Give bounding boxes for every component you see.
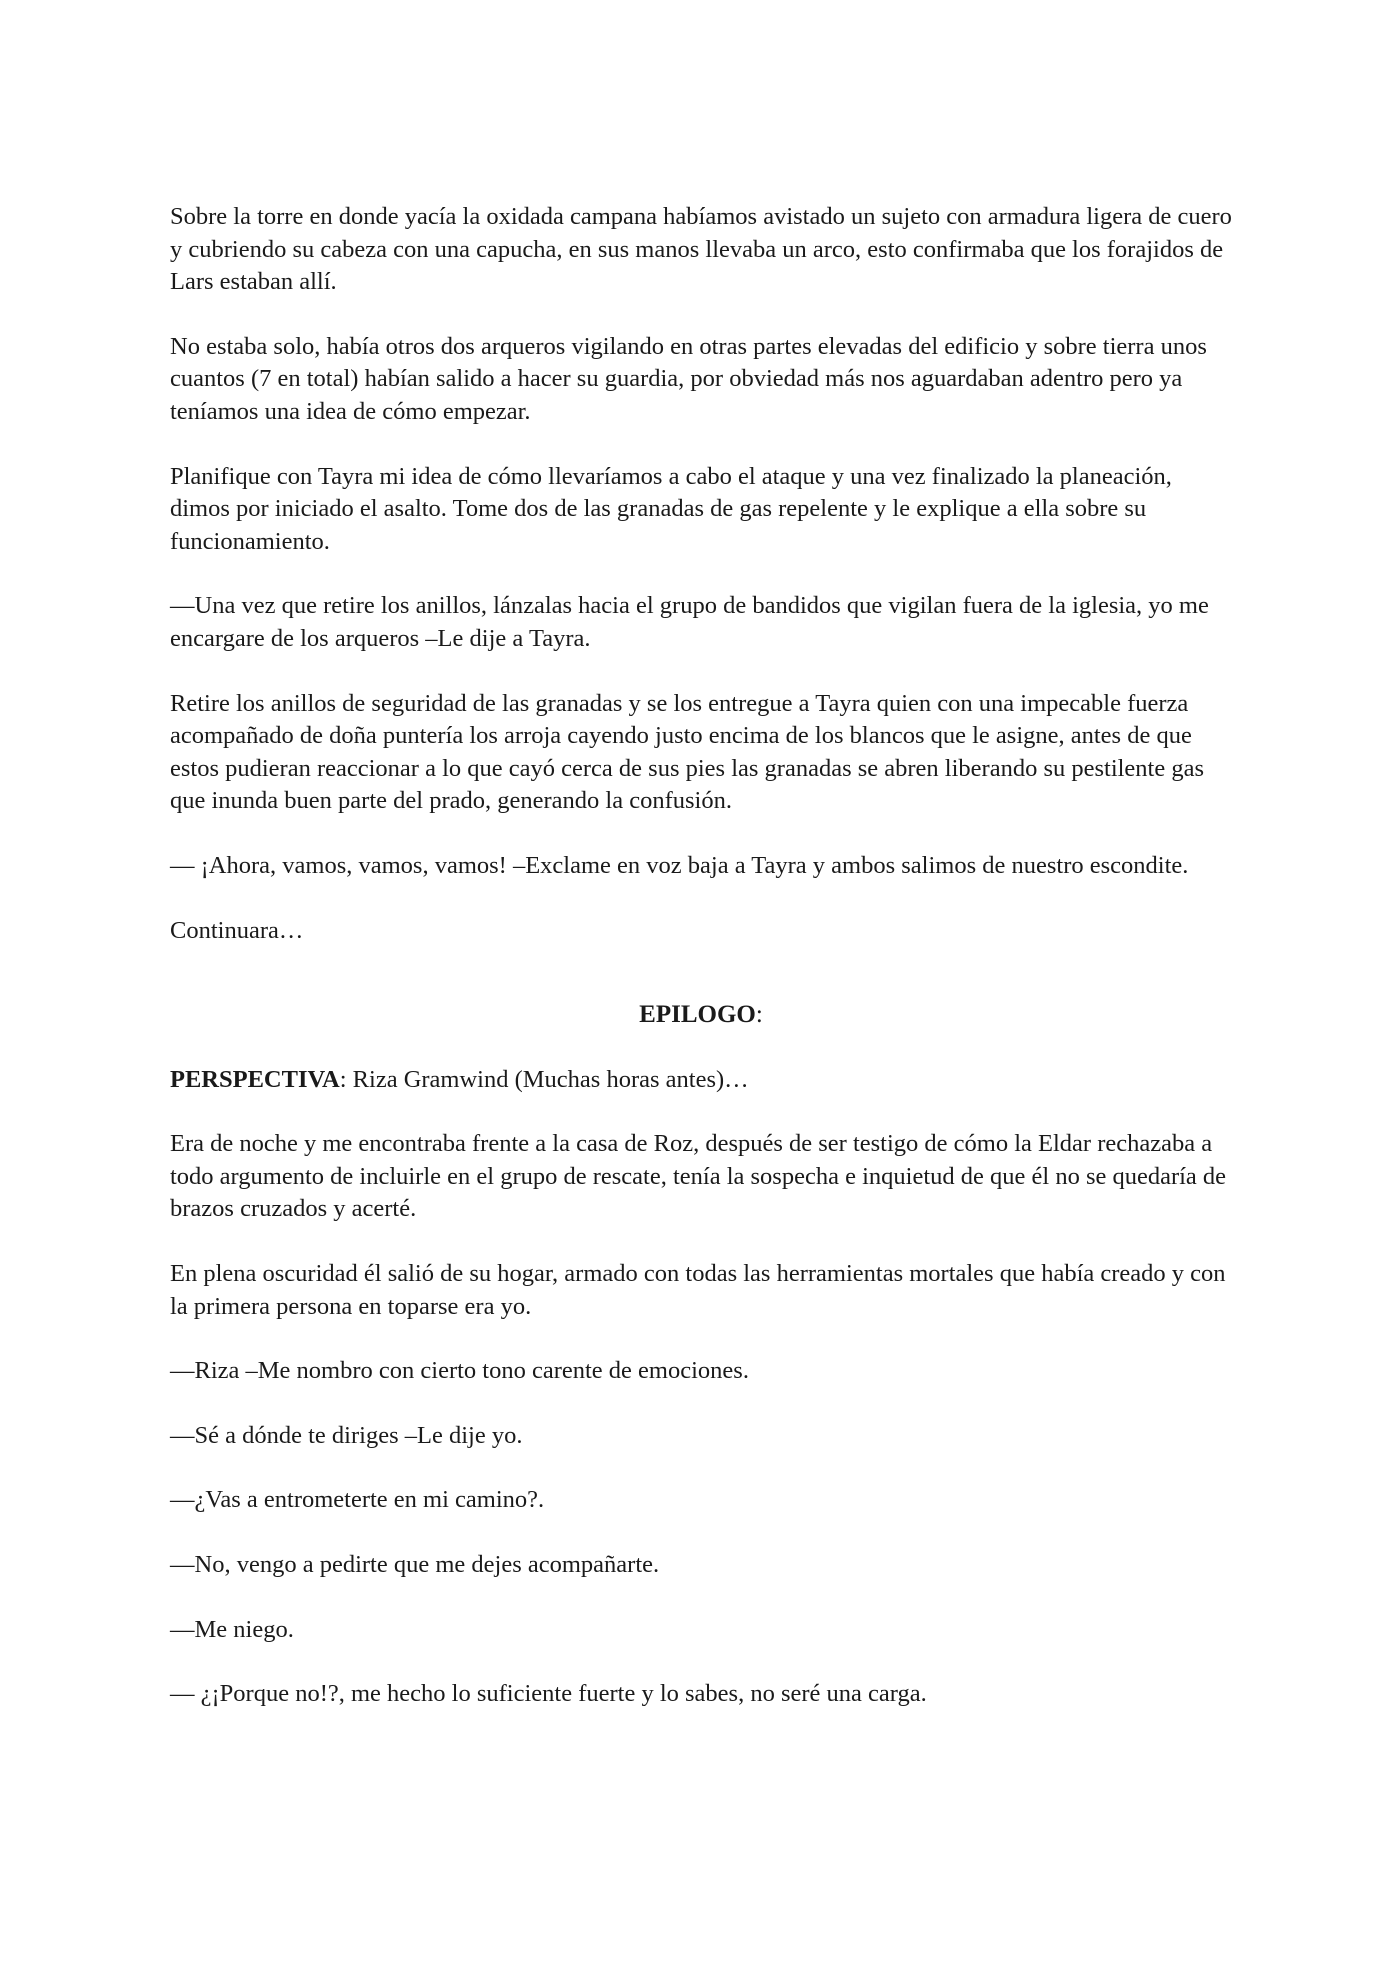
- paragraph: En plena oscuridad él salió de su hogar, armado con todas las herramientas mortales que había creado y con la primera persona en toparse era yo.: [170, 1260, 1226, 1320]
- document-page: [170, 201, 1232, 1743]
- paragraph: Era de noche y me encontraba frente a la casa de Roz, después de ser testigo de cómo la Eldar rechazaba a todo argumento de incluirle en el grupo de rescate, tenía la sospecha e inquietud de que él no se quedaría de brazos cruzados y acerté.: [170, 1130, 1227, 1223]
- dialogue-line: —¿Vas a entrometerte en mi camino?.: [170, 1486, 545, 1514]
- perspective-text: Riza Gramwind (Muchas horas antes)…: [346, 1065, 749, 1093]
- dialogue-line: — ¿¡Porque no!?, me hecho lo suficiente fuerte y lo sabes, no seré una carga.: [170, 1680, 927, 1708]
- paragraph: Planifique con Tayra mi idea de cómo llevaríamos a cabo el ataque y una vez finalizado la planeación, dimos por iniciado el asalto. Tome dos de las granadas de gas repelente y le explique a ella sobre su funcionamiento.: [170, 462, 1172, 555]
- dialogue-line: —Sé a dónde te diriges –Le dije yo.: [170, 1421, 523, 1449]
- continuation-note: Continuara…: [170, 916, 304, 944]
- paragraph: Sobre la torre en donde yacía la oxidada campana habíamos avistado un sujeto con armadura ligera de cuero y cubriendo su cabeza con una capucha, en sus manos llevaba un arco, esto confirmaba que los forajidos de Lars estaban allí.: [170, 203, 1232, 296]
- section-heading-colon: :: [755, 1001, 763, 1029]
- section-heading: [170, 999, 1232, 1032]
- perspective-separator: :: [339, 1065, 347, 1093]
- section-heading-text: EPILOGO: [639, 1001, 756, 1029]
- dialogue-line: —Me niego.: [170, 1615, 294, 1643]
- dialogue-line: —Riza –Me nombro con cierto tono carente de emociones.: [170, 1357, 749, 1385]
- dialogue-line: —No, vengo a pedirte que me dejes acompañarte.: [170, 1551, 660, 1579]
- dialogue-line: —Una vez que retire los anillos, lánzalas hacia el grupo de bandidos que vigilan fuera de la iglesia, yo me encargare de los arqueros –Le dije a Tayra.: [170, 592, 1209, 652]
- paragraph: No estaba solo, había otros dos arqueros vigilando en otras partes elevadas del edificio y sobre tierra unos cuantos (7 en total) habían salido a hacer su guardia, por obviedad más nos aguardaban adentro pero ya teníamos una idea de cómo empezar.: [170, 332, 1207, 425]
- dialogue-line: — ¡Ahora, vamos, vamos, vamos! –Exclame en voz baja a Tayra y ambos salimos de nuestro escondite.: [170, 851, 1189, 879]
- paragraph: Retire los anillos de seguridad de las granadas y se los entregue a Tayra quien con una impecable fuerza acompañado de doña puntería los arroja cayendo justo encima de los blancos que le asigne, antes de que estos pudieran reaccionar a lo que cayó cerca de sus pies las granadas se abren liberando su pestilente gas que inunda buen parte del prado, generando la confusión.: [170, 689, 1205, 815]
- perspective-line: [170, 1064, 1232, 1097]
- perspective-label: PERSPECTIVA: [170, 1065, 340, 1093]
